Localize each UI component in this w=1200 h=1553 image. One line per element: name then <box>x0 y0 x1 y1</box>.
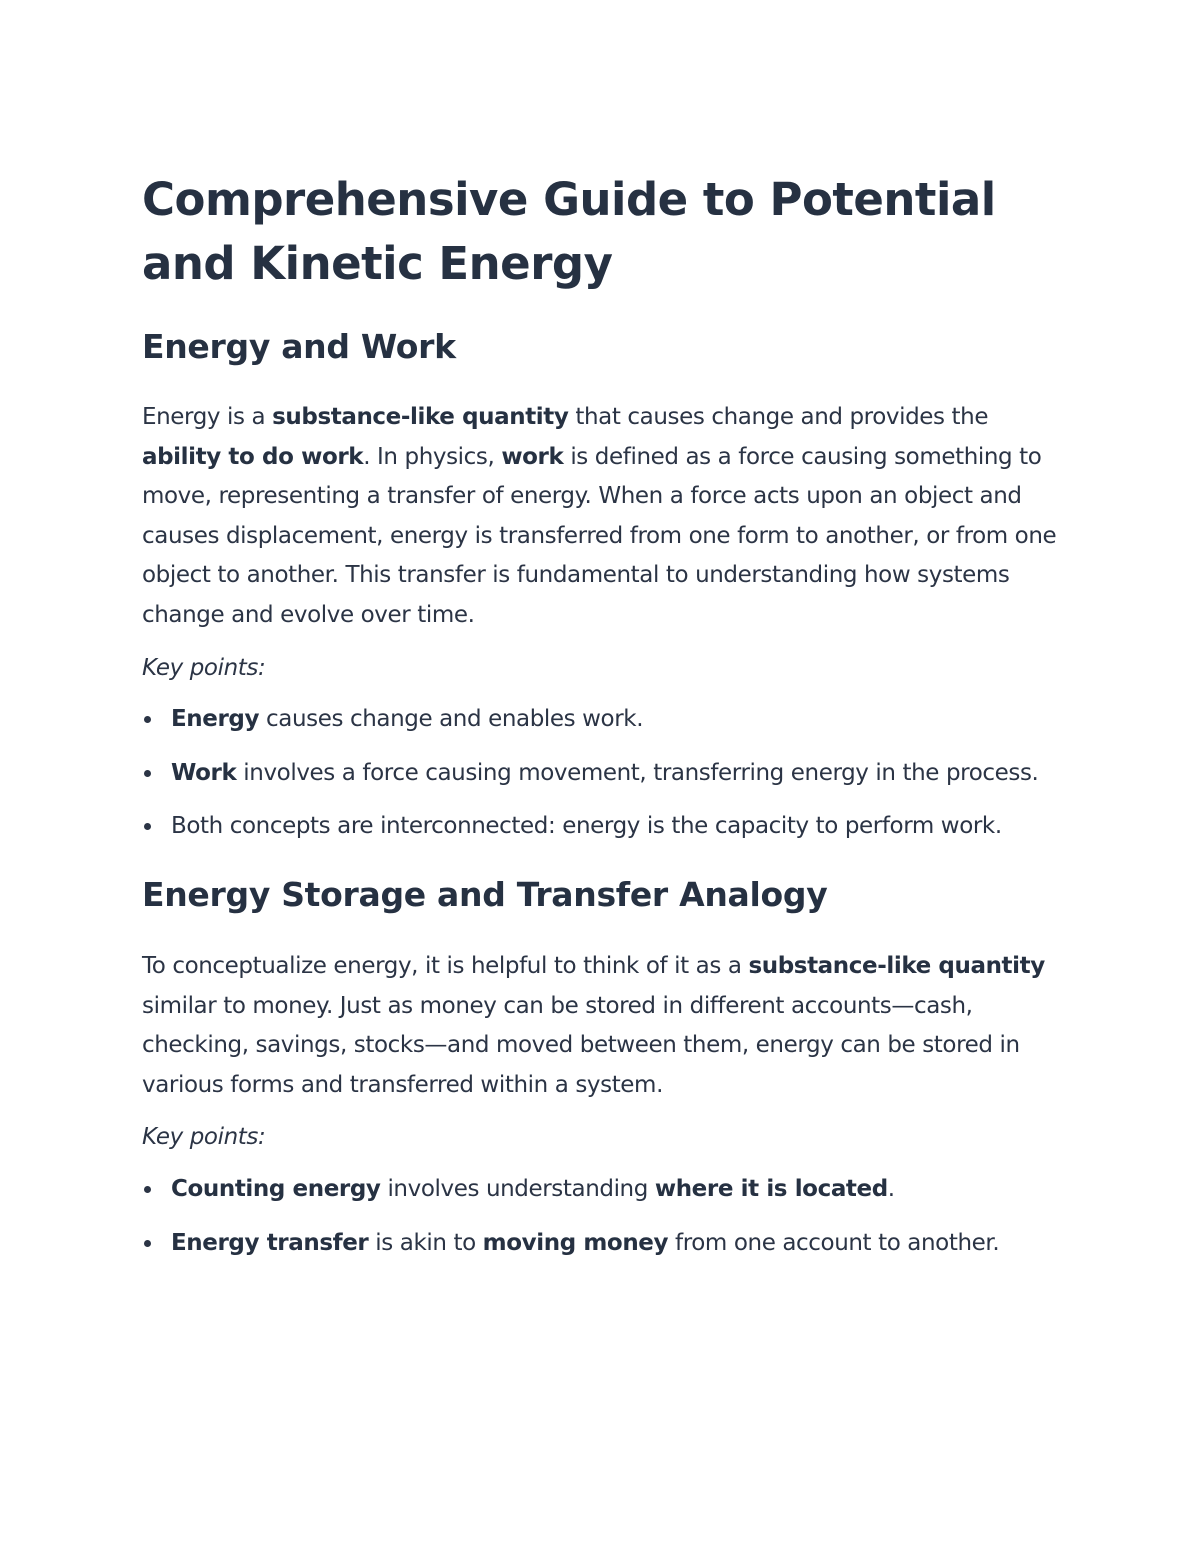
text-run: To conceptualize energy, it is helpful to think of it as a <box>142 952 749 979</box>
list-item <box>142 1224 1072 1264</box>
key-points-label: Key points: <box>142 1124 266 1151</box>
bullet-icon <box>144 1240 151 1247</box>
text-run: involves understanding <box>380 1175 655 1202</box>
bold-run: Energy transfer <box>171 1229 369 1256</box>
text-run: involves a force causing movement, transferring energy in the process. <box>236 759 1039 786</box>
section2-bullet-list <box>142 1170 1072 1263</box>
bold-run: moving money <box>482 1229 669 1256</box>
text-run: is defined as a force causing something to move, representing a transfer of energy. When a force acts upon an object and causes displacement, energy is transferred from one form to another, or from one object to another. This transfer is fundamental to understanding how systems change and evolve over time. <box>142 443 1057 628</box>
text-run: is akin to <box>368 1229 483 1256</box>
bullet-icon <box>144 823 151 830</box>
section-heading-energy-and-work: Energy and Work <box>142 327 456 366</box>
section-heading-energy-storage-and-transfer-analogy: Energy Storage and Transfer Analogy <box>142 874 828 914</box>
document-page <box>142 168 1072 1277</box>
section1-paragraph <box>142 398 1072 636</box>
text-run: that causes change and provides the <box>568 404 989 430</box>
bullet-icon <box>144 1186 151 1193</box>
bullet-icon <box>144 770 151 777</box>
text-run: . In physics, <box>363 443 502 470</box>
key-points-label: Key points: <box>142 654 266 681</box>
list-item <box>142 1170 1072 1210</box>
bold-run: work <box>501 443 564 470</box>
text-run: Both concepts are interconnected: energy is the capacity to perform work. <box>171 813 1002 840</box>
text-run: . <box>887 1175 895 1202</box>
bold-run: where it is located <box>654 1175 888 1202</box>
list-item <box>142 754 1072 794</box>
bold-run: substance-like quantity <box>272 404 569 430</box>
bold-run: Work <box>171 759 237 786</box>
list-item <box>142 700 1072 740</box>
bullet-icon <box>144 716 151 723</box>
bold-run: Counting energy <box>171 1175 381 1202</box>
page-title: Comprehensive Guide to Potential and Kinetic Energy <box>142 173 996 290</box>
bold-run: Energy <box>171 706 260 733</box>
text-run: from one account to another. <box>668 1229 1000 1256</box>
bold-run: ability to do work <box>142 443 364 470</box>
text-run: similar to money. Just as money can be stored in different accounts—cash, checking, savings, stocks—and moved between them, energy can be stored in various forms and transferred within a system. <box>142 992 1020 1098</box>
section1-bullet-list <box>142 700 1072 847</box>
list-item <box>142 807 1072 847</box>
text-run: Energy is a <box>142 404 273 430</box>
section2-paragraph <box>142 947 1072 1105</box>
bold-run: substance-like quantity <box>748 952 1045 979</box>
text-run: causes change and enables work. <box>259 706 644 733</box>
